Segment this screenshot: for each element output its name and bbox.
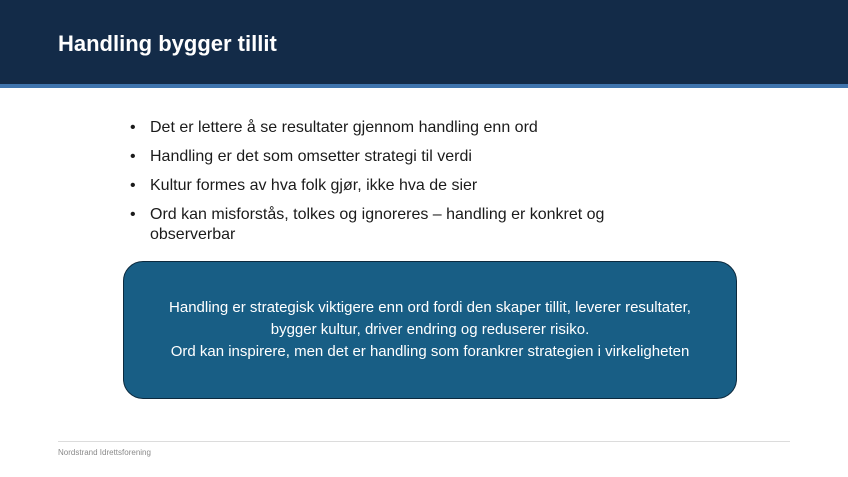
bullet-dot-icon: • [130,206,136,223]
callout-text [164,297,696,363]
bullet-text: Handling er det som omsetter strategi til verdi [150,148,472,165]
bullet-dot-icon: • [130,119,136,136]
bullet-dot-icon: • [130,177,136,194]
bullet-item [130,205,690,245]
callout-line-1: Handling er strategisk viktigere enn ord fordi den skaper tillit, leverer resultater, bygger kultur, driver endring og reduserer risiko. [169,299,691,338]
callout-box [123,261,737,399]
bullet-text: Det er lettere å se resultater gjennom handling enn ord [150,119,538,136]
slide-title: Handling bygger tillit [58,31,277,56]
bullet-list [130,118,690,254]
callout-line-2: Ord kan inspirere, men det er handling som forankrer strategien i virkeligheten [170,343,690,360]
bullet-item [130,147,690,167]
bullet-text: Ord kan misforstås, tolkes og ignoreres – handling er konkret og observerbar [150,206,605,243]
header-accent-rule [0,84,848,88]
bullet-dot-icon: • [130,148,136,165]
footer-divider [58,441,790,442]
footer-organization: Nordstrand Idrettsforening [58,448,151,457]
bullet-item [130,176,690,196]
bullet-item [130,118,690,138]
bullet-text: Kultur formes av hva folk gjør, ikke hva de sier [150,177,478,194]
